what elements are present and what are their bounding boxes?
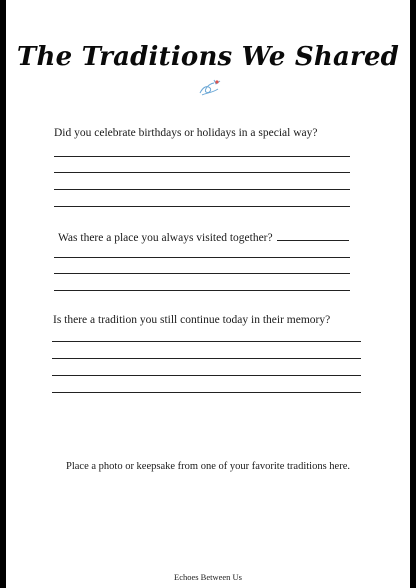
answer-line[interactable] (52, 392, 361, 393)
inline-answer-blank[interactable] (277, 231, 349, 241)
answer-line[interactable] (54, 172, 350, 173)
question-3-text: Is there a tradition you still continue today in their memory? (53, 314, 331, 326)
photo-caption: Place a photo or keepsake from one of your favorite traditions here. (66, 461, 350, 472)
answer-line[interactable] (52, 341, 361, 342)
answer-line[interactable] (54, 273, 350, 274)
journal-page (6, 0, 410, 588)
answer-line[interactable] (54, 257, 350, 258)
question-1-text: Did you celebrate birthdays or holidays in a special way? (54, 127, 318, 139)
answer-line[interactable] (54, 156, 350, 157)
answer-line[interactable] (54, 290, 350, 291)
question-2-text: Was there a place you always visited together? (58, 232, 273, 244)
feather-doodle-icon (196, 76, 224, 98)
answer-line[interactable] (54, 189, 350, 190)
page-title: The Traditions We Shared (16, 42, 400, 72)
answer-line[interactable] (52, 375, 361, 376)
answer-line[interactable] (54, 206, 350, 207)
question-2 (58, 231, 349, 244)
answer-line[interactable] (52, 358, 361, 359)
footer-brand: Echoes Between Us (174, 572, 242, 582)
